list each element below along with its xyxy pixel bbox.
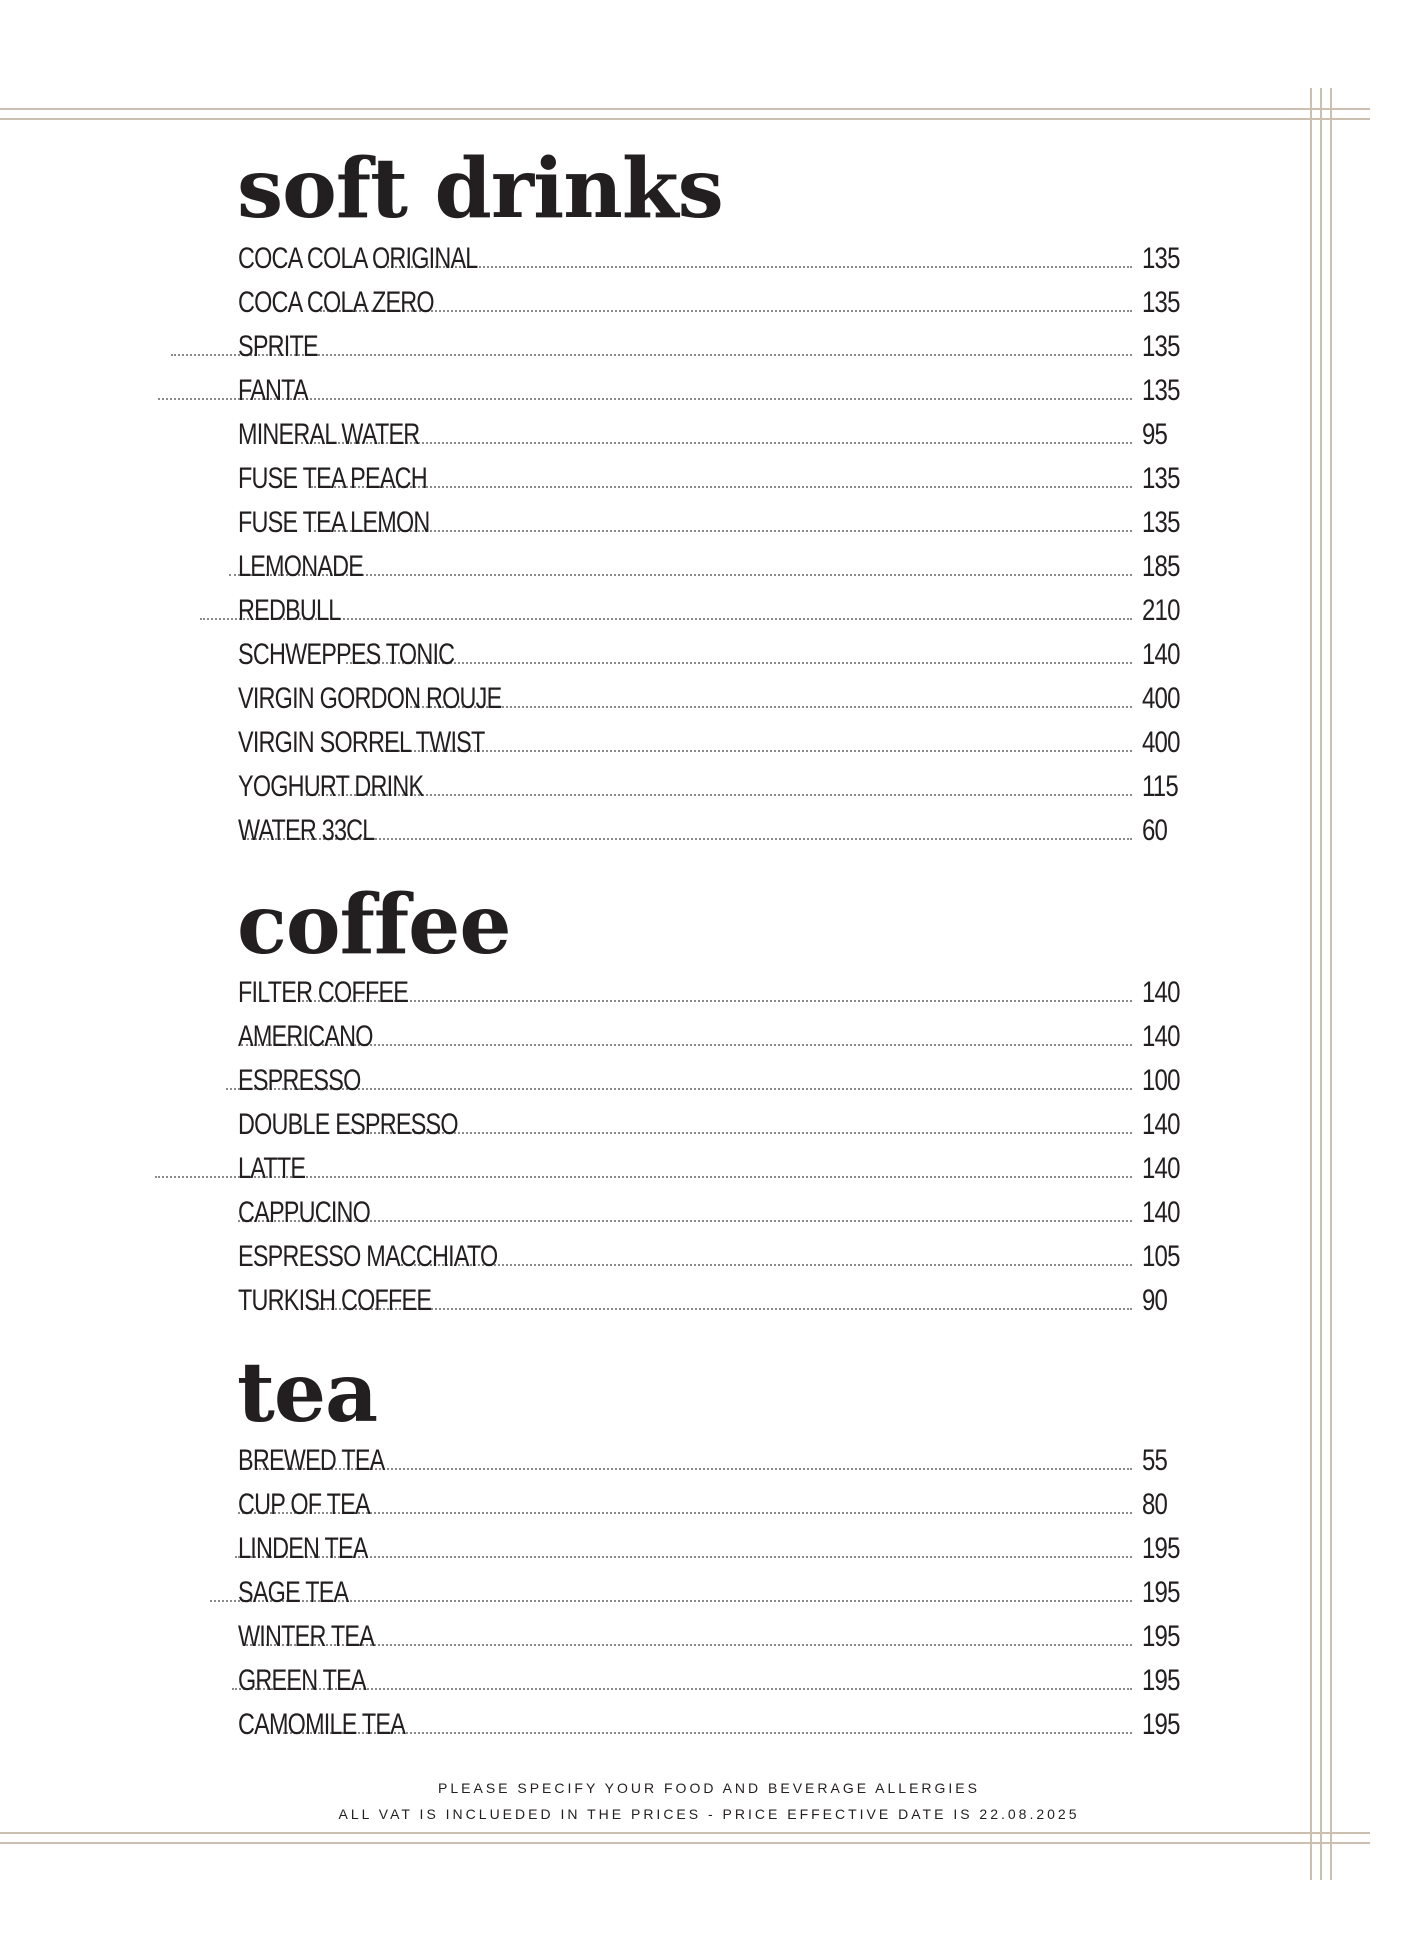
item-price: 140 <box>1142 1152 1180 1185</box>
top-rule <box>0 118 1370 120</box>
menu-item <box>238 452 1190 496</box>
item-price: 185 <box>1142 550 1180 583</box>
item-name: VIRGIN SORREL TWIST <box>238 726 485 759</box>
menu-item <box>238 628 1190 672</box>
item-name: ESPRESSO MACCHIATO <box>238 1240 498 1273</box>
item-name: CAMOMILE TEA <box>238 1708 406 1741</box>
dot-leader <box>256 1468 1132 1470</box>
item-price: 400 <box>1142 726 1180 759</box>
item-name: COCA COLA ZERO <box>238 286 434 319</box>
dot-leader <box>301 442 1132 444</box>
dot-leader <box>232 1688 1132 1690</box>
item-name: SPRITE <box>238 330 318 363</box>
dot-leader <box>376 266 1132 268</box>
coffee-list <box>238 966 1190 1318</box>
item-price: 90 <box>1142 1284 1168 1317</box>
item-price: 400 <box>1142 682 1180 715</box>
item-name: COCA COLA ORIGINAL <box>238 242 478 275</box>
menu-item <box>238 1478 1190 1522</box>
item-name: FANTA <box>238 374 308 407</box>
right-rule <box>1310 88 1312 1880</box>
item-price: 135 <box>1142 462 1180 495</box>
dot-leader <box>243 1644 1132 1646</box>
menu-item <box>238 232 1190 276</box>
section-title-coffee: coffee <box>237 877 511 973</box>
menu-item <box>238 1230 1190 1274</box>
item-name: LATTE <box>238 1152 306 1185</box>
item-name: WATER 33CL <box>238 814 375 847</box>
dot-leader <box>235 1556 1132 1558</box>
menu-item <box>238 1522 1190 1566</box>
dot-leader <box>314 530 1132 532</box>
item-price: 80 <box>1142 1488 1168 1521</box>
item-name: REDBULL <box>238 594 341 627</box>
menu-item <box>238 1274 1190 1318</box>
dot-leader <box>241 1044 1132 1046</box>
item-price: 140 <box>1142 1196 1180 1229</box>
menu-item <box>238 966 1190 1010</box>
menu-item <box>238 1142 1190 1186</box>
item-price: 195 <box>1142 1576 1180 1609</box>
item-price: 135 <box>1142 330 1180 363</box>
dot-leader <box>244 838 1132 840</box>
item-name: VIRGIN GORDON ROUJE <box>238 682 502 715</box>
item-name: WINTER TEA <box>238 1620 375 1653</box>
dot-leader <box>238 1512 1133 1514</box>
menu-item <box>238 1098 1190 1142</box>
menu-item <box>238 1698 1190 1742</box>
item-name: AMERICANO <box>238 1020 373 1053</box>
item-price: 55 <box>1142 1444 1168 1477</box>
menu-item <box>238 1610 1190 1654</box>
menu-item <box>238 276 1190 320</box>
item-price: 195 <box>1142 1708 1180 1741</box>
dot-leader <box>316 1308 1132 1310</box>
menu-item <box>238 1010 1190 1054</box>
tea-list <box>238 1434 1190 1742</box>
menu-item <box>238 804 1190 848</box>
menu-item <box>238 1054 1190 1098</box>
item-name: TURKISH COFFEE <box>238 1284 432 1317</box>
soft-drinks-list <box>238 232 1190 848</box>
item-price: 195 <box>1142 1532 1180 1565</box>
item-name: YOGHURT DRINK <box>238 770 424 803</box>
menu-item <box>238 1434 1190 1478</box>
item-price: 105 <box>1142 1240 1180 1273</box>
dot-leader <box>287 1000 1132 1002</box>
dot-leader <box>385 750 1132 752</box>
item-price: 60 <box>1142 814 1168 847</box>
dot-leader <box>401 1264 1132 1266</box>
menu-item <box>238 540 1190 584</box>
item-name: FUSE TEA LEMON <box>238 506 430 539</box>
menu-item <box>238 584 1190 628</box>
dot-leader <box>406 706 1132 708</box>
item-name: SCHWEPPES TONIC <box>238 638 455 671</box>
item-price: 135 <box>1142 286 1180 319</box>
item-name: FUSE TEA PEACH <box>238 462 427 495</box>
dot-leader <box>311 486 1132 488</box>
top-rule <box>0 108 1370 110</box>
dot-leader <box>283 1732 1132 1734</box>
item-name: LINDEN TEA <box>238 1532 368 1565</box>
item-price: 195 <box>1142 1620 1180 1653</box>
item-price: 140 <box>1142 638 1180 671</box>
menu-item <box>238 760 1190 804</box>
item-price: 195 <box>1142 1664 1180 1697</box>
dot-leader <box>350 1132 1132 1134</box>
menu-item <box>238 320 1190 364</box>
dot-leader <box>226 1088 1132 1090</box>
item-name: GREEN TEA <box>238 1664 366 1697</box>
item-price: 140 <box>1142 1108 1180 1141</box>
item-name: SAGE TEA <box>238 1576 349 1609</box>
item-name: CAPPUCINO <box>238 1196 371 1229</box>
dot-leader <box>346 662 1132 664</box>
dot-leader <box>306 794 1132 796</box>
item-name: ESPRESSO <box>238 1064 361 1097</box>
item-price: 100 <box>1142 1064 1180 1097</box>
item-price: 135 <box>1142 374 1180 407</box>
item-name: MINERAL WATER <box>238 418 420 451</box>
item-name: LEMONADE <box>238 550 364 583</box>
item-price: 115 <box>1142 770 1178 803</box>
item-price: 135 <box>1142 242 1180 275</box>
item-price: 140 <box>1142 1020 1180 1053</box>
menu-item <box>238 1186 1190 1230</box>
item-price: 135 <box>1142 506 1180 539</box>
dot-leader <box>229 574 1132 576</box>
item-price: 210 <box>1142 594 1180 627</box>
menu-item <box>238 364 1190 408</box>
right-rule <box>1320 88 1322 1880</box>
menu-item <box>238 496 1190 540</box>
menu-item <box>238 672 1190 716</box>
menu-item <box>238 716 1190 760</box>
item-name: BREWED TEA <box>238 1444 385 1477</box>
section-title-tea: tea <box>237 1345 378 1441</box>
vat-note: ALL VAT IS INCLUEDED IN THE PRICES - PRICE EFFECTIVE DATE IS 22.08.2025 <box>338 1806 1080 1822</box>
item-price: 95 <box>1142 418 1168 451</box>
right-rule <box>1330 88 1332 1880</box>
section-title-soft-drinks: soft drinks <box>237 141 723 237</box>
menu-item <box>238 1654 1190 1698</box>
bottom-rule <box>0 1842 1370 1844</box>
item-name: DOUBLE ESPRESSO <box>238 1108 458 1141</box>
item-price: 140 <box>1142 976 1180 1009</box>
dot-leader <box>238 1220 1132 1222</box>
menu-item <box>238 1566 1190 1610</box>
dot-leader <box>320 310 1132 312</box>
bottom-rule <box>0 1832 1370 1834</box>
item-name: CUP OF TEA <box>238 1488 370 1521</box>
allergy-note: PLEASE SPECIFY YOUR FOOD AND BEVERAGE ALLERGIES <box>438 1780 980 1796</box>
item-name: FILTER COFFEE <box>238 976 409 1009</box>
menu-item <box>238 408 1190 452</box>
